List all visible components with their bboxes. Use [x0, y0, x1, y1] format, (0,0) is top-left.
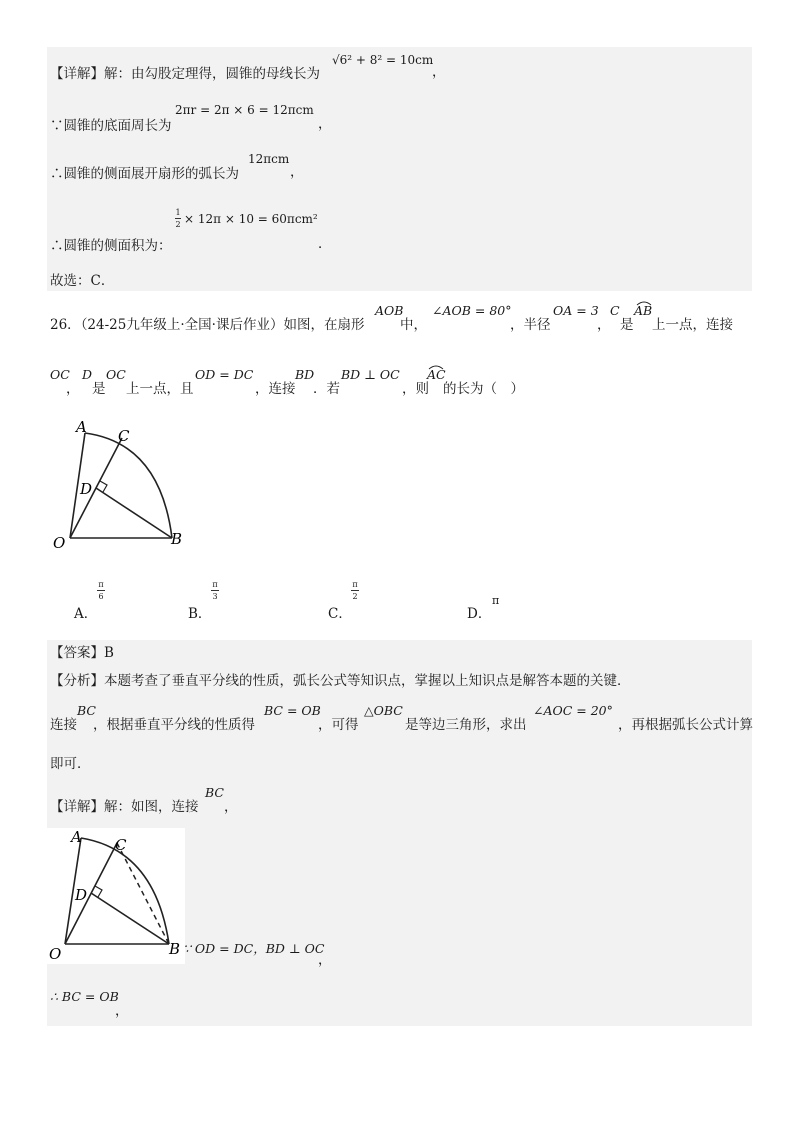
bc-eq-ob: BC = OB — [264, 703, 321, 718]
label-o: O — [53, 534, 66, 552]
half-fraction: 1 2 — [175, 208, 181, 229]
answer-line: 【答案】B — [50, 645, 114, 661]
option-c[interactable]: C． — [328, 606, 352, 622]
angle-aob: ∠AOB = 80° — [432, 303, 512, 318]
because-line: ∵ OD = DC，BD ⊥ OC — [183, 941, 325, 956]
label-b: B — [171, 530, 183, 548]
q26-line-1: 26．（24-25九年级上·全国·课后作业）如图，在扇形 — [50, 317, 365, 333]
arc-ab: AB — [634, 303, 653, 318]
choice-line: 故选：C． — [50, 273, 115, 289]
option-a[interactable]: A． — [74, 606, 98, 622]
option-d-value: π — [492, 594, 500, 607]
label-a: A — [76, 418, 87, 436]
arc-length-value: 12πcm — [248, 152, 290, 166]
label-d: D — [80, 480, 93, 498]
option-d[interactable]: D． — [467, 606, 492, 622]
sector-figure-with-bc — [45, 828, 185, 964]
right-angle-mark — [100, 481, 107, 492]
question-number: 26． — [50, 317, 81, 333]
detail-line-1: 【详解】解：由勾股定理得，圆锥的母线长为 — [50, 66, 320, 82]
od-eq-dc: OD = DC — [195, 367, 254, 382]
analysis-line: 【分析】本题考查了垂直平分线的性质，弧长公式等知识点，掌握以上知识点是解答本题的关键． — [50, 673, 631, 689]
slant-height-formula: √6² + 8² = 10cm — [332, 53, 434, 67]
lateral-area-formula: × 12π × 10 = 60πcm² — [184, 212, 318, 226]
answer-value: B — [104, 645, 114, 661]
option-b[interactable]: B． — [188, 606, 212, 622]
detail-label: 【详解】 — [50, 66, 104, 82]
circumference-formula: 2πr = 2π × 6 = 12πcm — [175, 103, 314, 117]
detail-line-3: ∴圆锥的侧面展开扇形的弧长为 — [50, 166, 239, 182]
bd-perp-oc: BD ⊥ OC — [341, 367, 400, 382]
svg-text:B: B — [169, 940, 181, 958]
therefore-line: ∴ BC = OB — [50, 989, 119, 1004]
triangle-obc: △OBC — [364, 703, 403, 718]
arc-ab-mark — [636, 300, 652, 306]
svg-text:A: A — [71, 828, 82, 846]
radius-oa: OA = 3 — [553, 303, 599, 318]
svg-text:O: O — [49, 945, 62, 963]
detail-line-2: ∵圆锥的底面周长为 — [50, 118, 172, 134]
label-c: C — [118, 427, 130, 445]
option-c-value: π 2 — [352, 580, 358, 601]
detail-line-4: ∴圆锥的侧面积为： — [50, 238, 172, 254]
svg-text:D: D — [75, 886, 88, 904]
arc-ac: AC — [427, 367, 446, 382]
svg-text:C: C — [115, 836, 127, 854]
arc-ac-mark — [428, 364, 444, 370]
segment-bd — [96, 488, 172, 538]
angle-aoc: ∠AOC = 20° — [533, 703, 613, 718]
option-a-value: π 6 — [98, 580, 104, 601]
question-source: （24-25九年级上·全国·课后作业） — [80, 317, 284, 333]
detail2-line: 【详解】解：如图，连接 — [50, 799, 199, 815]
option-b-value: π 3 — [212, 580, 218, 601]
sector-figure — [40, 415, 200, 555]
